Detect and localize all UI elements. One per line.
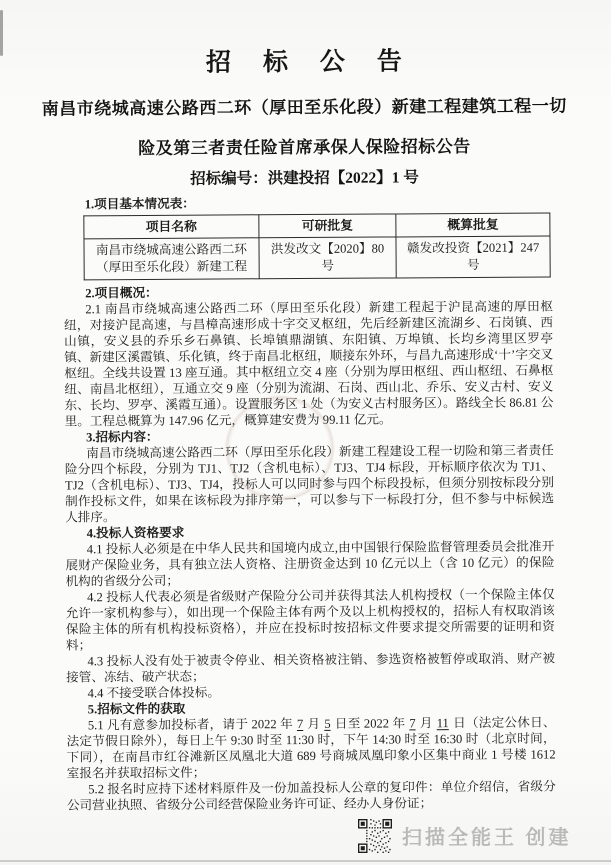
tender-number: 招标编号：洪建投招【2022】1 号 — [190, 169, 419, 188]
budget-approval-cell: 赣发改投资【2021】247 号 — [396, 236, 550, 278]
faint-stamp-mark — [225, 396, 334, 501]
section-5-heading: 5.招标文件的获取 — [87, 701, 186, 717]
bidder-requirement-4-2: 4.2 投标人代表必须是省级财产保险分公司并获得其法人机构授权（一个保险主体仅允许一家机构参与），如出现一个保险主体有两个及以上机构授权的，招标人有权取消该保险主体的所有机构投标资格），并应在投标时按招标文件要求提交所需要的证明和资料； — [65, 587, 555, 653]
col-header-project-name: 项目名称 — [84, 215, 259, 239]
col-header-feasibility-approval: 可研批复 — [259, 214, 397, 238]
bidder-requirement-4-4: 4.4 不接受联合体投标。 — [87, 685, 220, 701]
col-header-budget-approval: 概算批复 — [396, 213, 550, 237]
document-acquisition-5-1: 5.1 凡有意参加投标者，请于 2022 年 7 月 5 日至 2022 年 7 月 11 日（法定公休日、法定节假日除外），每日上午 9:30 时至 11:30 时，下午 14:30 时至 16:30 时（北京时间，下同），在南昌市红谷滩新区凤凰北大道 689 号商城凤凰印象小区集中商业 1 号楼 1612 室报名并获取招标文件； — [66, 715, 556, 781]
project-name-cell: 南昌市绕城高速公路西二环（厚田至乐化段）新建工程 — [84, 238, 259, 280]
project-info-table — [83, 213, 550, 281]
project-overview-paragraph: 2.1 南昌市绕城高速公路西二环（厚田至乐化段）新建工程起于沪昆高速的厚田枢纽，对接沪昆高速，与昌樟高速形成十字交叉枢纽，先后经新建区流湖乡、石岗镇、西山镇，安义县的乔乐乡石鼻镇、长埠镇鼎湖镇、东阳镇、万埠镇、长均乡湾里区罗亭镇、新建区溪霞镇、乐化镇，终于南昌北枢纽，顺接东外环，与昌九高速形成‘十’字交叉枢纽。全线共设置 13 座互通。其中枢纽立交 4 座（分别为厚田枢纽、西山枢纽、石鼻枢纽、南昌北枢纽），互通立交 9 座（分别为流湖、石岗、西山北、乔乐、安义古村、安义东、长均、罗亭、溪霞互通）。设置服务区 1 处（为安义古村服务区）。路线全长 86.81 公里。工程总概算为 147.96 亿元，概算建安费为 99.11 亿元。 — [63, 299, 554, 429]
section-2-heading: 2.项目概况： — [85, 285, 158, 301]
document-body — [63, 193, 556, 813]
subtitle-line-2: 险及第三者责任险首席承保人保险招标公告 — [138, 136, 471, 159]
section-3-heading: 3.招标内容： — [86, 429, 159, 445]
table-header-row — [84, 213, 550, 239]
page-title: 招 标 公 告 — [205, 47, 415, 77]
feasibility-approval-cell: 洪发改文【2020】80 号 — [259, 237, 397, 279]
scanner-credit-label: 扫描全能王 创建 — [402, 827, 572, 849]
document-acquisition-5-2: 5.2 报名时应持下述材料原件及一份加盖投标人公章的复印件：单位介绍信，省级分公司营业执照、省级分公司经营保险业务许可证、经办人身份证； — [66, 779, 556, 813]
bidder-requirement-4-1: 4.1 投标人必须是在中华人民共和国境内成立,由中国银行保险监督管理委员会批准开展财产保险业务，具有独立法人资格、注册资金达到 10 亿元以上（含 10 亿元）的保险机构的省级分公司； — [65, 539, 555, 589]
scan-bottom-edge — [0, 860, 611, 862]
section-4-heading: 4.投标人资格要求 — [86, 525, 185, 541]
qr-code-icon — [358, 819, 392, 853]
subtitle-line-1: 南昌市绕城高速公路西二环（厚田至乐化段）新建工程建筑工程一切 — [41, 96, 567, 119]
table-row — [84, 236, 550, 280]
bidder-requirement-4-3: 4.3 投标人没有处于被责令停业、相关资格被注销、参选资格被暂停或取消、财产被接管、冻结、破产状态； — [66, 651, 556, 685]
tender-content-paragraph: 南昌市绕城高速公路西二环（厚田至乐化段）新建工程建设工程一切险和第三者责任险分四个标段，分别为 TJ1、TJ2（含机电标）、TJ3、TJ4 标段，开标顺序依次为 TJ1、TJ2（含机电标）、TJ3、TJ4，投标人可以同时参与四个标段投标，但须分别按标段分别制作投标文件，如果在该标段为排序第一，可以参与下一标段打分，但不参与中标候选人排序。 — [64, 443, 555, 525]
section-1-heading: 1.项目基本情况表： — [84, 196, 195, 212]
